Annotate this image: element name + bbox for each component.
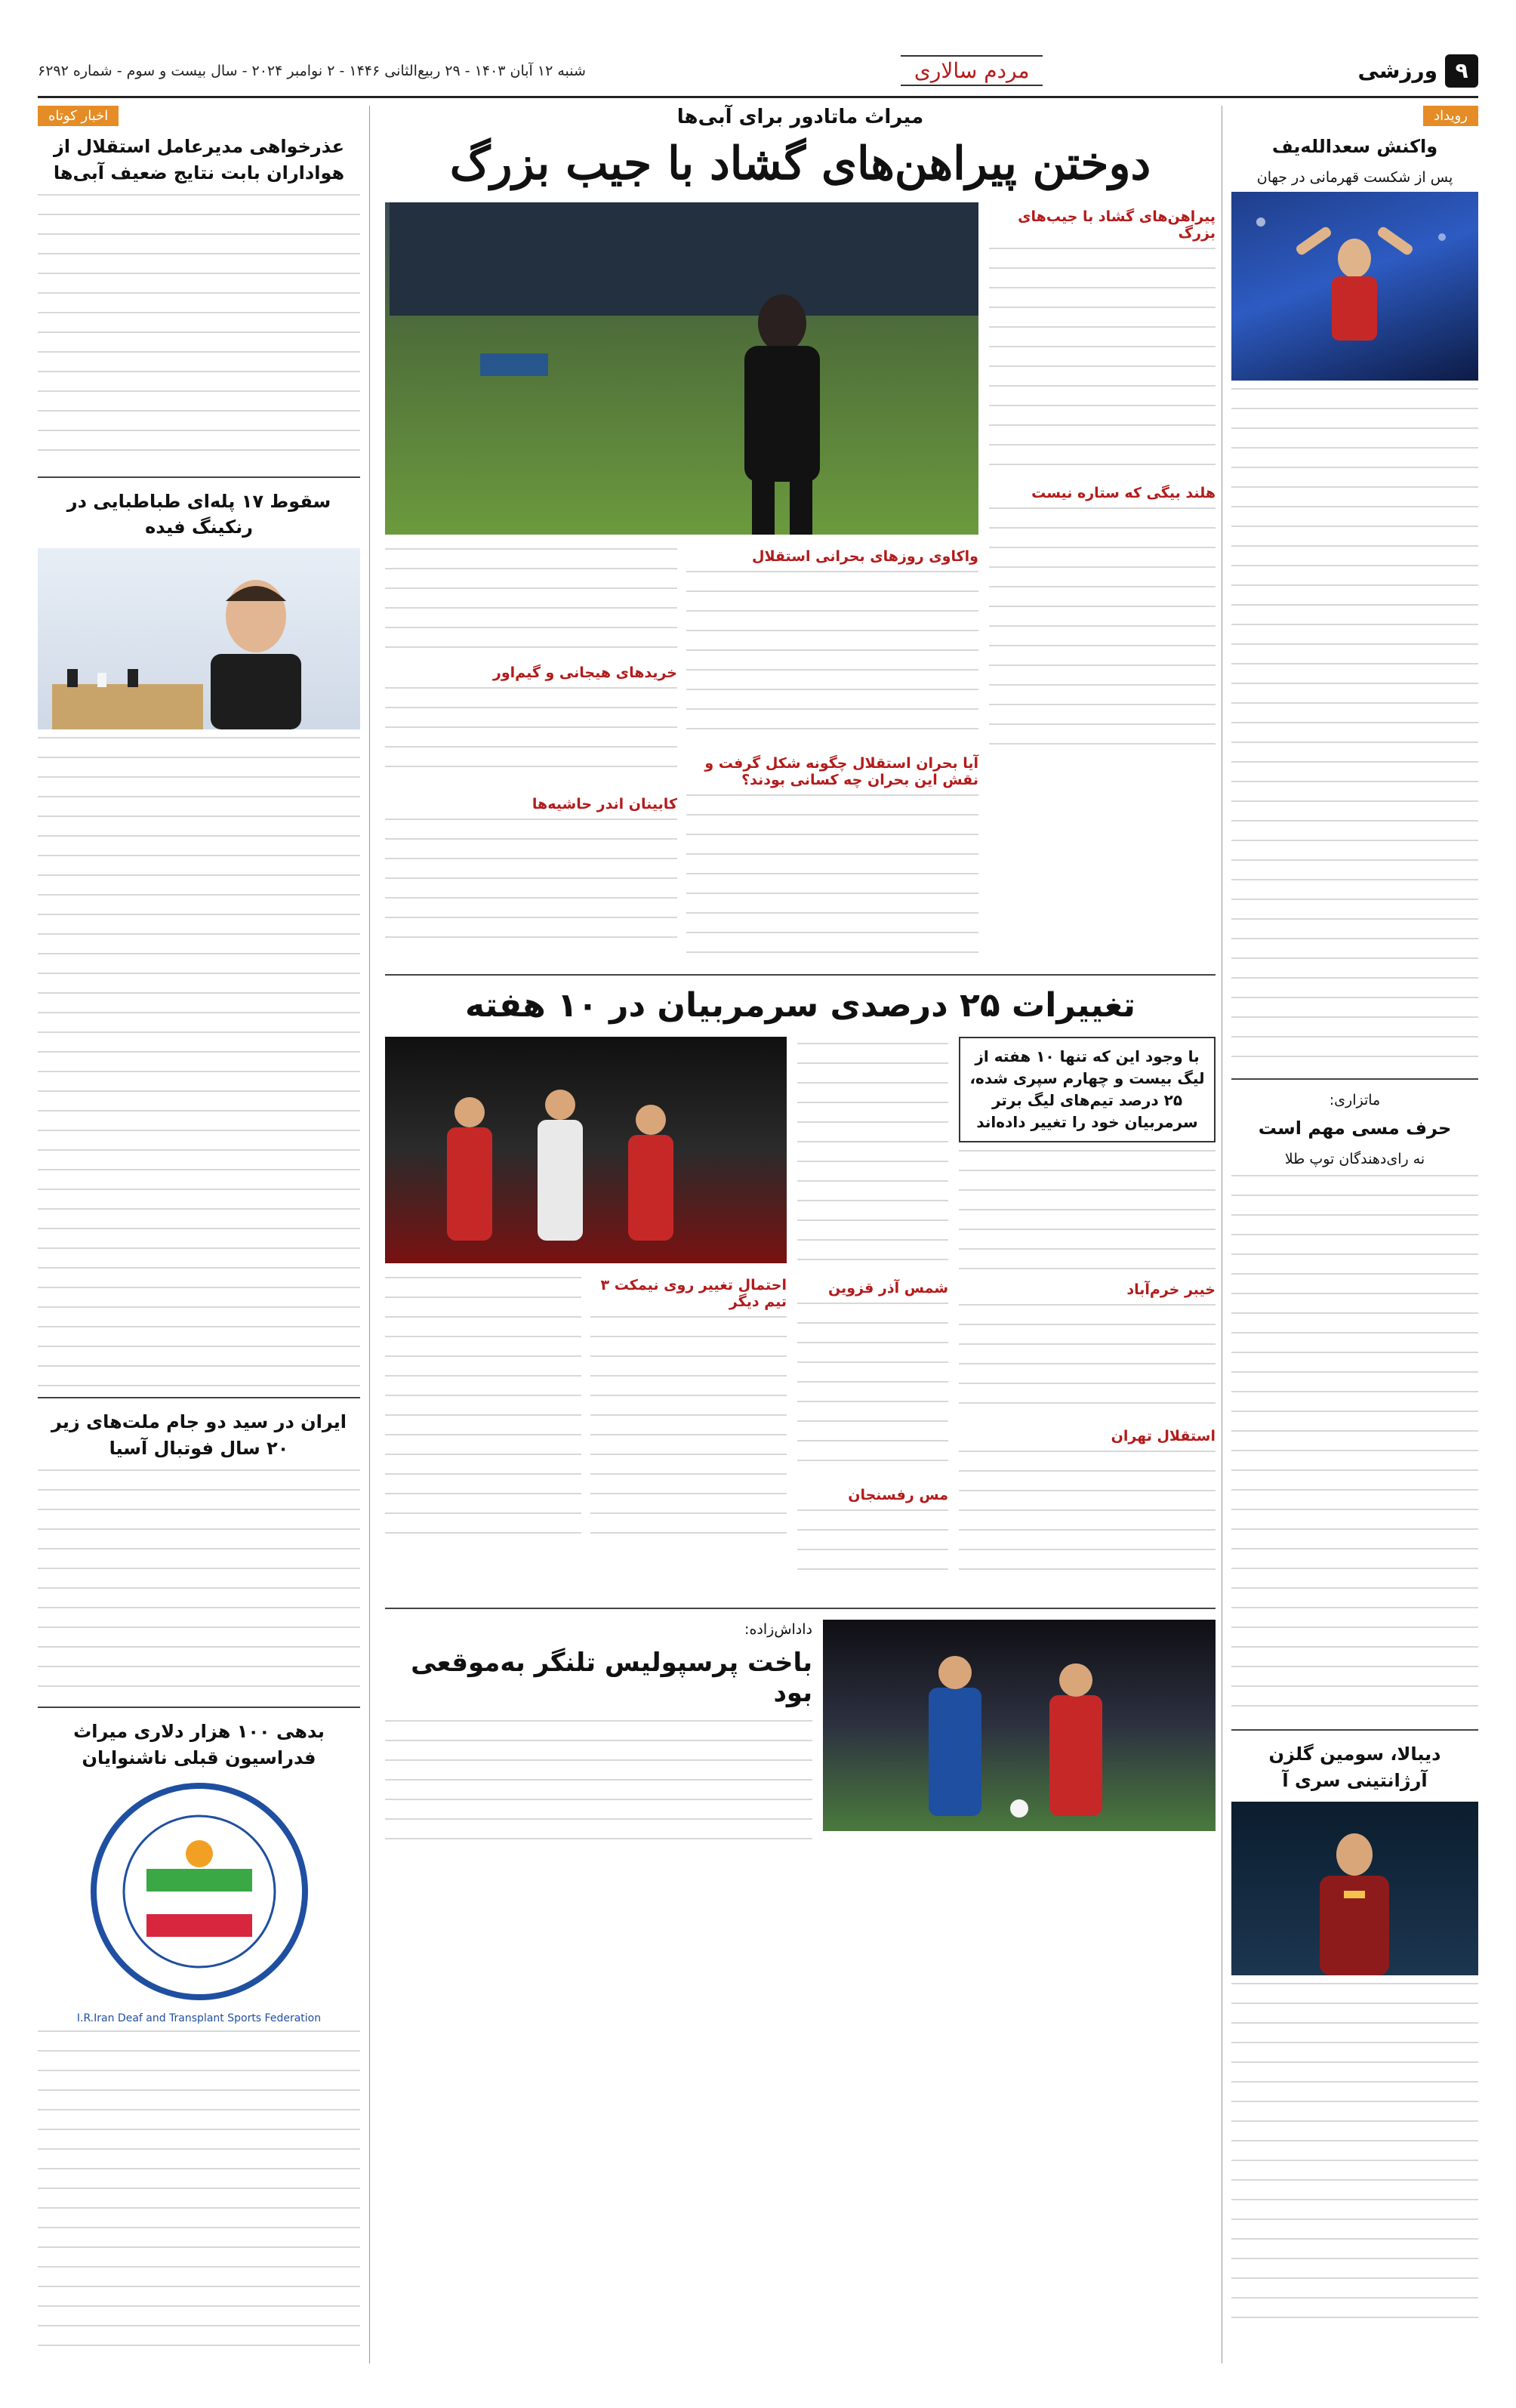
footballer-figure xyxy=(1231,1802,1478,1975)
story-text-column xyxy=(385,1620,812,1851)
story-kicker: ماتزاری: xyxy=(1329,1092,1381,1109)
article-body xyxy=(797,1303,948,1476)
subhead: استقلال تهران xyxy=(1111,1428,1216,1444)
story-text-column xyxy=(797,1037,948,1597)
story-photo-area xyxy=(385,202,978,964)
story-title: واکنش سعدالله‌یف xyxy=(1271,136,1438,157)
article-body xyxy=(686,794,978,953)
date-line: شنبه ۱۲ آبان ۱۴۰۳ - ۲۹ ربیع‌الثانی ۱۴۴۶ - ۲ نوامبر ۲۰۲۴ - سال بیست و سوم - شماره ۶۲۹۲ xyxy=(38,62,586,79)
article-body xyxy=(38,2030,360,2348)
article-body xyxy=(797,1043,948,1269)
article-body xyxy=(1231,1175,1478,1719)
article-body xyxy=(385,1720,812,1841)
newspaper-logo: مردم سالاری xyxy=(901,55,1043,86)
main-headline: دوختن پیراهن‌های گشاد با جیب بزرگ xyxy=(449,137,1151,190)
players-celebration xyxy=(387,1037,787,1263)
article-body xyxy=(385,687,677,785)
chess-scene xyxy=(38,548,360,729)
article-body xyxy=(959,1451,1216,1586)
left-column xyxy=(38,106,370,2363)
subhead: واکاوی روزهای بحرانی استقلال xyxy=(751,548,978,565)
article-body xyxy=(989,248,1216,474)
tertiary-story xyxy=(385,1620,1216,1851)
article-body xyxy=(38,1469,360,1696)
article-body xyxy=(385,548,677,654)
players-duel xyxy=(823,1620,1216,1831)
photo-text-row xyxy=(385,1271,787,1553)
story-title: باخت پرسپولیس تلنگر به‌موقعی بود xyxy=(411,1647,812,1708)
footballer-photo xyxy=(1231,1802,1478,1975)
coach-on-pitch xyxy=(390,202,978,535)
divider xyxy=(1231,1078,1478,1080)
right-column xyxy=(1222,106,1478,2363)
story-title: دیبالا، سومین گلزن آرژانتینی سری آ xyxy=(1268,1744,1441,1792)
persepolis-photo xyxy=(823,1620,1216,1831)
subhead: کابینان اندر حاشیه‌ها xyxy=(532,796,677,812)
article-body xyxy=(385,819,677,947)
subhead: پیراهن‌های گشاد با جیب‌های بزرگ xyxy=(1018,208,1216,242)
chess-player-photo xyxy=(38,548,360,729)
secondary-story xyxy=(385,1037,1216,1597)
federation-logo-icon xyxy=(86,1778,313,2005)
federation-logo xyxy=(38,1778,360,2005)
divider xyxy=(38,1707,360,1708)
subhead: احتمال تغییر روی نیمکت ۳ تیم دیگر xyxy=(600,1277,787,1310)
subhead: شمس آذر قزوین xyxy=(827,1280,948,1296)
lead-box: با وجود این که تنها ۱۰ هفته از لیگ بیست و چهارم سپری شده، ۲۵ درصد تیم‌های لیگ برتر سرمربیان خود را تغییر داده‌اند xyxy=(959,1037,1216,1142)
story-text-column xyxy=(385,1271,581,1553)
story-text-column xyxy=(590,1271,787,1553)
story-text-column xyxy=(989,202,1216,964)
page-number: ۹ xyxy=(1445,54,1478,88)
story-title: سقوط ۱۷ پله‌ای طباطبایی در رنکینگ فیده xyxy=(66,490,331,538)
article-body xyxy=(1231,388,1478,1068)
section-tag: اخبار کوتاه xyxy=(38,106,119,126)
story-title: بدهی ۱۰۰ هزار دلاری میراث فدراسیون قبلی ناشنوایان xyxy=(73,1720,325,1768)
masthead xyxy=(38,45,1478,98)
article-body xyxy=(959,1150,1216,1271)
section-tag: رویداد xyxy=(1423,106,1478,126)
story-text-column xyxy=(385,542,677,964)
pull-quote: آیا بحران استقلال چگونه شکل گرفت و نقش این بحران چه کسانی بودند؟ xyxy=(704,755,978,788)
subhead: هلند بیگی که ستاره نیست xyxy=(1031,485,1216,501)
subhead: خیبر خرم‌آباد xyxy=(1126,1281,1216,1298)
article-body xyxy=(38,737,360,1386)
logo-caption: I.R.Iran Deaf and Transplant Sports Federation xyxy=(76,2012,322,2025)
article-body xyxy=(797,1509,948,1577)
story-text-column xyxy=(686,542,978,964)
match-photo xyxy=(385,1037,787,1263)
section-title: ورزشی xyxy=(1357,58,1437,83)
subhead: خریدهای هیجانی و گیم‌اور xyxy=(492,664,677,681)
subhead: مس رفسنجان xyxy=(848,1487,948,1503)
story-photo-area xyxy=(823,1620,1216,1851)
story-title: ایران در سید دو جام ملت‌های زیر ۲۰ سال فوتبال آسیا xyxy=(51,1411,347,1459)
center-section xyxy=(385,106,1216,2363)
divider xyxy=(385,1608,1216,1609)
divider xyxy=(1231,1729,1478,1731)
story-subtitle: نه رای‌دهندگان توپ طلا xyxy=(1284,1150,1425,1167)
article-body xyxy=(590,1316,787,1543)
article-body xyxy=(686,571,978,745)
wrestler-figure xyxy=(1231,192,1478,381)
story-text-column xyxy=(959,1037,1216,1597)
story-title: حرف مسی مهم است xyxy=(1258,1117,1452,1139)
wrestler-photo xyxy=(1231,192,1478,381)
story-photo-area xyxy=(385,1037,787,1597)
article-body xyxy=(989,507,1216,757)
secondary-headline: تغییرات ۲۵ درصدی سرمربیان در ۱۰ هفته xyxy=(464,986,1135,1025)
stadium-photo xyxy=(385,202,978,535)
divider xyxy=(38,1397,360,1398)
main-story xyxy=(385,202,1216,964)
story-subtitle: پس از شکست قهرمانی در جهان xyxy=(1256,168,1453,186)
article-body xyxy=(385,1277,581,1534)
story-title: عذرخواهی مدیرعامل استقلال از هواداران بابت نتایج ضعیف آبی‌ها xyxy=(53,136,345,183)
divider xyxy=(38,476,360,478)
article-body xyxy=(959,1304,1216,1417)
article-body xyxy=(38,194,360,466)
article-body xyxy=(1231,1983,1478,2330)
story-kicker: داداش‌زاده: xyxy=(744,1621,812,1638)
main-kicker: میراث ماتادور برای آبی‌ها xyxy=(676,106,924,128)
photo-text-row xyxy=(385,542,978,964)
divider xyxy=(385,974,1216,976)
section-header xyxy=(1357,54,1478,88)
